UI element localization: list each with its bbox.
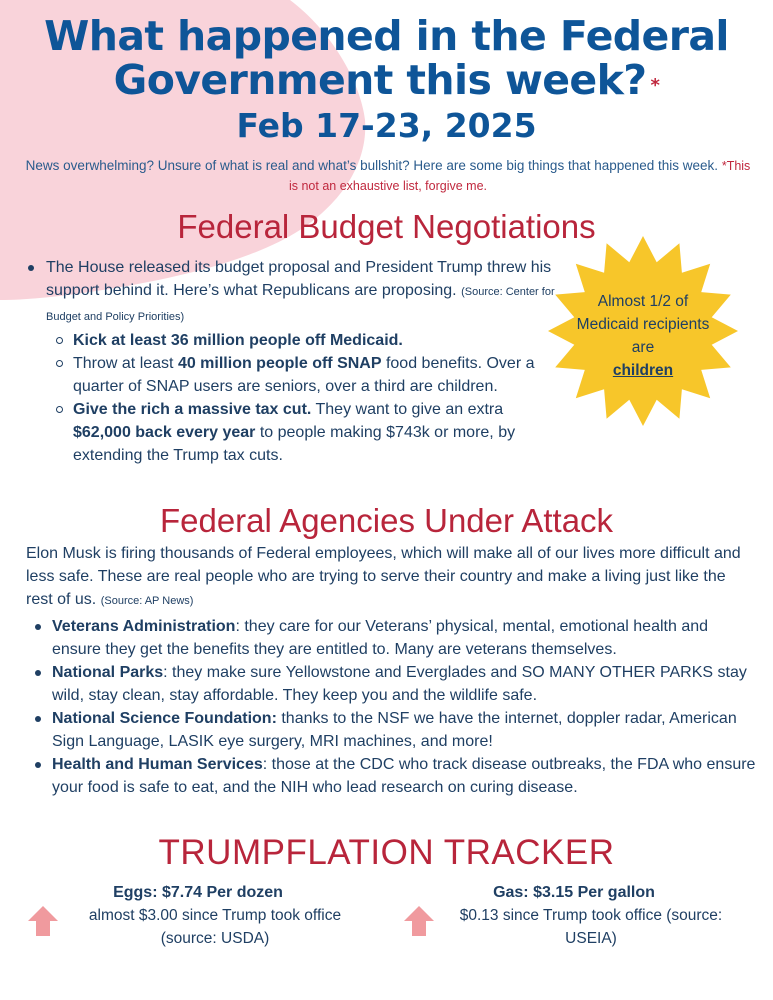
tax-text-post: to people making $743k or more, by extending the Trump tax cuts. <box>73 424 516 464</box>
page-header <box>0 14 773 146</box>
budget-lead: The House released its budget proposal and President Trump threw his support behind it. Here’s what Republicans are proposing. <box>46 259 552 299</box>
intro-text <box>20 156 756 196</box>
budget-section <box>26 256 556 467</box>
snap-cut: 40 million people off SNAP <box>177 355 382 372</box>
list-item <box>26 661 756 707</box>
agency-name: Veterans Administration <box>52 618 236 635</box>
title-asterisk: * <box>650 75 660 96</box>
tax-amount: $62,000 back every year <box>73 424 256 441</box>
list-item <box>26 615 756 661</box>
callout-emphasis: children <box>612 362 674 379</box>
bullet-dot <box>35 762 41 768</box>
intro-body: News overwhelming? Unsure of what is real and what’s bullshit? Here are some big things that happened this week. <box>25 158 719 173</box>
tracker-section-title: TRUMPFLATION TRACKER <box>158 833 615 872</box>
eggs-change-text: almost $3.00 since Trump took office (source: USDA) <box>88 907 342 947</box>
agencies-lead-text: Elon Musk is firing thousands of Federal employees, which will make all of our lives more difficult and less safe. These are real people who are trying to serve their country and make a living just like the rest of us. <box>26 545 741 608</box>
agency-desc: : they make sure Yellowstone and Everglades and SO MANY OTHER PARKS stay wild, stay clean, stay affordable. They keep you and the wildlife safe. <box>52 664 747 704</box>
tax-text-mid: They want to give an extra <box>311 401 504 418</box>
callout-text: Almost 1/2 of Medicaid recipients are <box>576 293 710 356</box>
date-range: Feb 17-23, 2025 <box>236 106 537 145</box>
list-item <box>26 256 556 467</box>
title-line-2 <box>0 58 773 102</box>
eggs-tracker <box>28 882 368 950</box>
title-line-1: What happened in the Federal <box>44 12 729 60</box>
medicaid-cut: Kick at least 36 million people off Medicaid. <box>73 332 403 349</box>
gas-price: Gas: $3.15 Per gallon <box>493 884 655 901</box>
bullet-dot <box>35 670 41 676</box>
gas-change-text: $0.13 since Trump took office (source: USEIA) <box>459 907 723 947</box>
medicaid-callout <box>566 290 720 382</box>
agencies-source: (Source: AP News) <box>100 595 194 607</box>
list-item <box>26 707 756 753</box>
budget-source: (Source: Center for Budget and Policy Priorities) <box>46 286 555 323</box>
agency-name: National Parks <box>52 664 164 681</box>
bullet-dot <box>35 624 41 630</box>
agency-desc: : those at the CDC who track disease outbreaks, the FDA who ensure your food is safe to eat, and the NIH who lead research on curing disease. <box>52 756 756 796</box>
list-item <box>54 352 556 398</box>
eggs-change <box>28 904 368 950</box>
agencies-section <box>26 542 756 799</box>
title-line-2-text: Government this week? <box>113 56 647 104</box>
agency-name: Health and Human Services <box>52 756 263 773</box>
agency-desc: thanks to the NSF we have the internet, doppler radar, American Sign Language, LASIK eye surgery, MRI machines, and more! <box>52 710 737 750</box>
bullet-dot <box>28 265 34 271</box>
up-arrow-icon <box>402 904 436 938</box>
list-item <box>54 329 556 352</box>
agencies-lead <box>26 542 756 613</box>
tax-cut: Give the rich a massive tax cut. <box>73 401 312 418</box>
bullet-ring <box>56 337 63 344</box>
up-arrow-icon <box>26 904 60 938</box>
eggs-price: Eggs: $7.74 Per dozen <box>113 884 283 901</box>
bullet-ring <box>56 360 63 367</box>
gas-change <box>404 904 744 950</box>
snap-text-pre: Throw at least <box>73 355 178 372</box>
gas-tracker <box>404 882 744 950</box>
bullet-ring <box>56 406 63 413</box>
agencies-section-title: Federal Agencies Under Attack <box>159 502 614 539</box>
agency-name: National Science Foundation: <box>52 710 277 727</box>
intro-disclaimer: *This is not an exhaustive list, forgive me. <box>288 159 751 193</box>
bullet-dot <box>35 716 41 722</box>
snap-text-post: food benefits. Over a quarter of SNAP users are seniors, over a third are children. <box>73 355 535 395</box>
agency-desc: : they care for our Veterans’ physical, mental, emotional health and ensure they get the benefits they are entitled to. Many are veterans themselves. <box>52 618 709 658</box>
page-title <box>0 14 773 102</box>
list-item <box>26 753 756 799</box>
list-item <box>54 398 556 467</box>
budget-section-title: Federal Budget Negotiations <box>177 208 596 245</box>
